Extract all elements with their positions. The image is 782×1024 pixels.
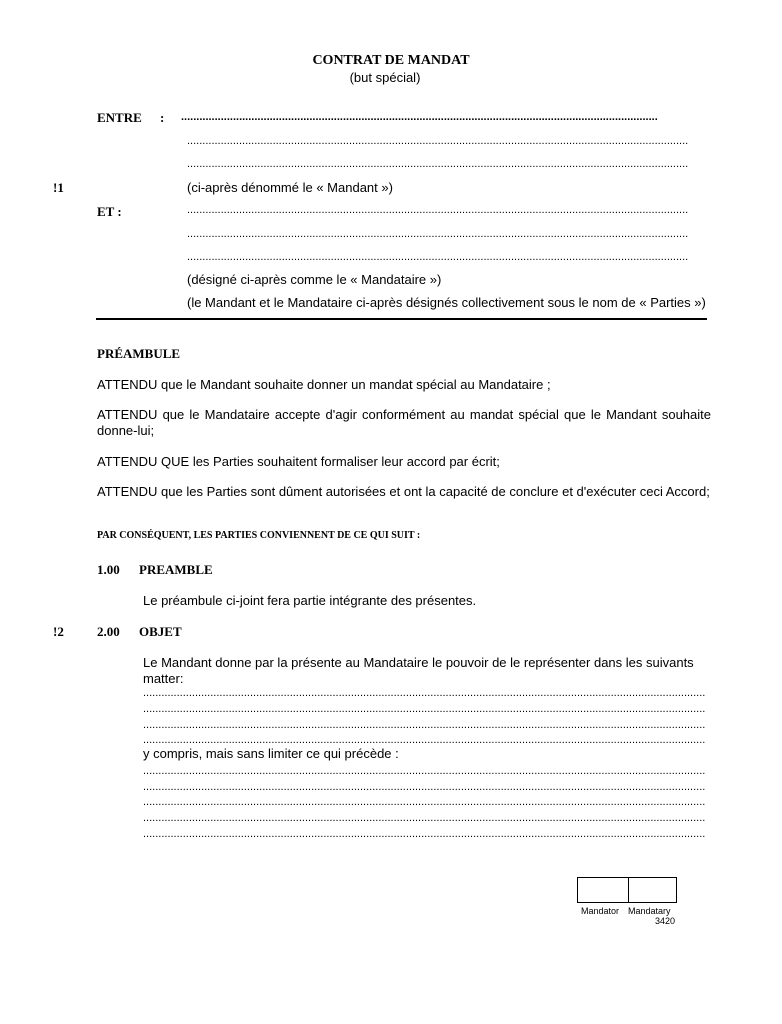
initials-box — [577, 877, 677, 903]
document-subtitle: (but spécial) — [349, 70, 421, 85]
mandatary-label: Mandatary — [628, 906, 671, 916]
mandataire-description: (désigné ci-après comme le « Mandataire ») — [187, 272, 442, 287]
scope-fill-line-2[interactable]: ........................................................................................................................................................................................ — [143, 781, 706, 793]
et-fill-line-1[interactable]: .................................................................................................................................................................... — [187, 204, 689, 216]
section-1-text: Le préambule ci-joint fera partie intégrante des présentes. — [143, 593, 477, 608]
scope-fill-line-3[interactable]: ........................................................................................................................................................................................ — [143, 796, 706, 808]
scope-fill-line-4[interactable]: ........................................................................................................................................................................................ — [143, 812, 706, 824]
section-divider — [96, 318, 707, 320]
et-fill-line-2[interactable]: .................................................................................................................................................................... — [187, 228, 689, 240]
scope-fill-line-1[interactable]: ........................................................................................................................................................................................ — [143, 765, 706, 777]
collective-description: (le Mandant et le Mandataire ci-après désignés collectivement sous le nom de « Parties ») — [187, 295, 706, 310]
section-2-text: Le Mandant donne par la présente au Mandataire le pouvoir de le représenter dans les suivants matter: — [143, 655, 694, 686]
section-2-title: OBJET — [139, 624, 182, 639]
margin-marker-1: !1 — [53, 180, 64, 195]
margin-marker-2: !2 — [53, 624, 64, 639]
preamble-paragraph-4: ATTENDU que les Parties sont dûment autorisées et ont la capacité de conclure et d'exécuter ceci Accord; — [97, 484, 710, 499]
preamble-conclusion: PAR CONSÉQUENT, LES PARTIES CONVIENNENT DE CE QUI SUIT : — [97, 530, 421, 541]
entre-colon: : — [160, 110, 165, 125]
scope-fill-line-5[interactable]: ........................................................................................................................................................................................ — [143, 828, 706, 840]
et-label: ET : — [97, 204, 122, 219]
preamble-paragraph-2: ATTENDU que le Mandataire accepte d'agir conformément au mandat spécial que le Mandant souhaite donne-lui; — [97, 407, 711, 438]
entre-fill-line-3[interactable]: .................................................................................................................................................................... — [187, 158, 689, 170]
initials-box-divider — [628, 878, 629, 902]
section-1-number: 1.00 — [97, 562, 120, 577]
preamble-paragraph-1: ATTENDU que le Mandant souhaite donner un mandat spécial au Mandataire ; — [97, 377, 551, 392]
entre-fill-line-2[interactable]: .................................................................................................................................................................... — [187, 135, 689, 147]
section-1-title: PREAMBLE — [139, 562, 213, 577]
et-fill-line-3[interactable]: .................................................................................................................................................................... — [187, 251, 689, 263]
mandator-label: Mandator — [581, 906, 620, 916]
entre-fill-line-1[interactable]: ............................................................................................................................................................ — [181, 111, 658, 123]
form-code: 3420 — [655, 916, 676, 926]
section-2-number: 2.00 — [97, 624, 120, 639]
document-title: CONTRAT DE MANDAT — [312, 53, 470, 68]
objet-fill-line-1[interactable]: ........................................................................................................................................................................................ — [143, 687, 706, 699]
objet-fill-line-3[interactable]: ........................................................................................................................................................................................ — [143, 719, 706, 731]
preamble-paragraph-3: ATTENDU QUE les Parties souhaitent formaliser leur accord par écrit; — [97, 454, 500, 469]
objet-fill-line-2[interactable]: ........................................................................................................................................................................................ — [143, 703, 706, 715]
entre-label: ENTRE — [97, 110, 142, 125]
objet-fill-line-4[interactable]: ........................................................................................................................................................................................ — [143, 734, 706, 746]
mandant-description: (ci-après dénommé le « Mandant ») — [187, 180, 393, 195]
preamble-heading: PRÉAMBULE — [97, 346, 181, 361]
section-2-including: y compris, mais sans limiter ce qui précède : — [143, 746, 399, 761]
